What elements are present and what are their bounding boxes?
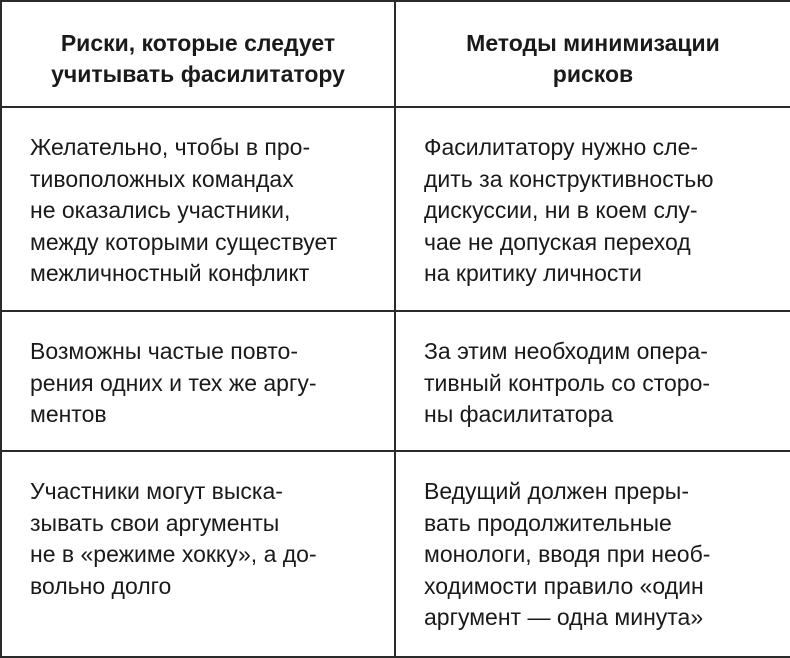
cell-line: монологи, вводя при необ- [424, 541, 711, 567]
table-row [1, 451, 790, 657]
cell-line: между которыми существует [30, 228, 338, 255]
cell-line: на критику личности [424, 260, 642, 286]
cell-line: вольно долго [30, 572, 172, 599]
cell-line: дить за конструктивностью [424, 165, 714, 192]
method-cell [395, 311, 790, 451]
cell-line: Участники могут выска- [30, 478, 283, 504]
cell-line: ны фасилитатора [424, 401, 614, 427]
header-methods-line: Методы минимизации [466, 30, 720, 56]
risk-cell [1, 107, 395, 311]
header-row [1, 1, 790, 107]
cell-line: тивоположных командах [30, 165, 294, 192]
cell-line: ментов [30, 401, 107, 427]
cell-line: чае не допуская переход [424, 228, 691, 255]
cell-line: зывать свои аргументы [30, 509, 280, 536]
cell-line: За этим необходим опера- [424, 338, 708, 364]
risk-cell [1, 451, 395, 657]
cell-line: не оказались участники, [30, 197, 291, 223]
cell-line: Ведущий должен преры- [424, 478, 689, 504]
table-row [1, 107, 790, 311]
risk-cell [1, 311, 395, 451]
cell-line: дискуссии, ни в коем слу- [424, 197, 698, 223]
header-methods-line: рисков [552, 61, 634, 87]
header-methods [395, 1, 790, 107]
cell-line: Фасилитатору нужно сле- [424, 134, 699, 160]
cell-line: Возможны частые повто- [30, 338, 298, 364]
cell-line: аргумент — одна минута» [424, 604, 704, 630]
method-cell [395, 107, 790, 311]
header-risks-line: учитывать фасилитатору [51, 61, 345, 87]
header-risks-line: Риски, которые следует [60, 30, 336, 56]
cell-line: ходимости правило «один [424, 572, 704, 599]
header-risks [1, 1, 395, 107]
cell-line: межличностный конфликт [30, 260, 310, 286]
cell-line: Желательно, чтобы в про- [30, 134, 311, 160]
cell-line: рения одних и тех же аргу- [30, 369, 317, 396]
cell-line: тивный контроль со сторо- [424, 369, 711, 396]
cell-line: вать продолжительные [424, 509, 672, 536]
cell-line: не в «режиме хокку», а до- [30, 541, 317, 567]
method-cell [395, 451, 790, 657]
table-row [1, 311, 790, 451]
